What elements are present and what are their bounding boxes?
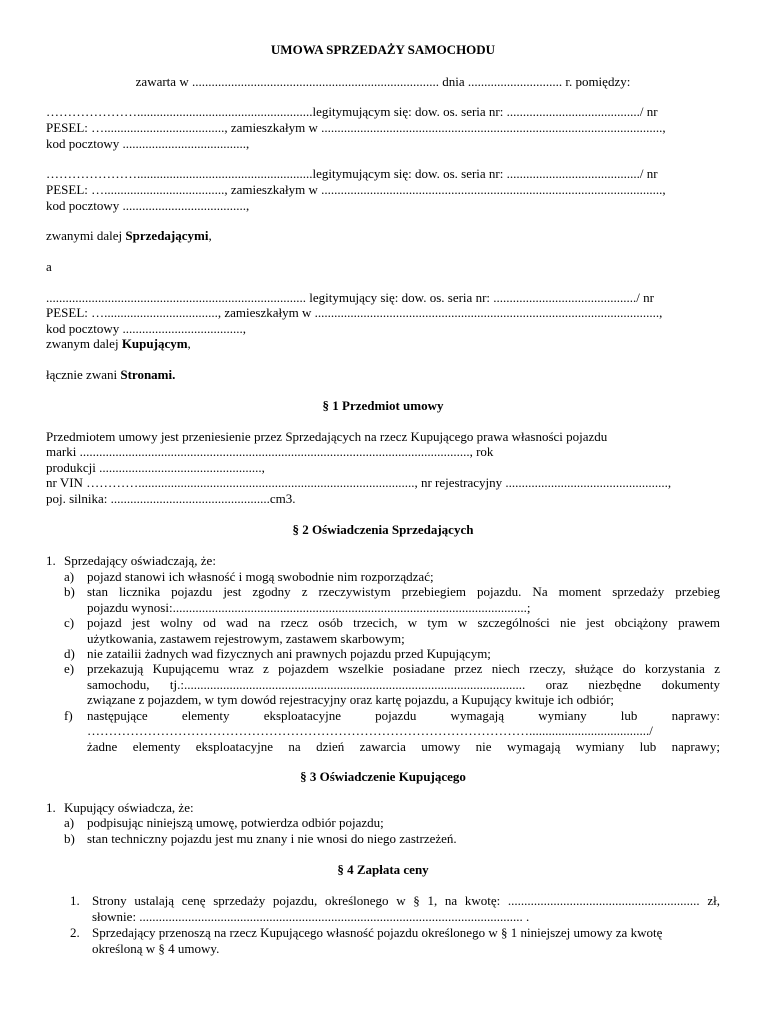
seller-1-line-2: PESEL: …....................................., zamieszkałym w ........................................................................................................., (46, 120, 666, 135)
section-2-item-text: Sprzedający oświadczają, że: (64, 553, 216, 568)
s3-point-b-text: stan techniczny pojazdu jest mu znany i nie wnosi do niego zastrzeżeń. (87, 831, 457, 846)
s2-point-b-line-1: stan licznika pojazdu jest zgodny z rzeczywistym przebiegiem pojazdu. Na moment sprzedaży przebieg (87, 584, 720, 599)
s4-item-1-number: 1. (70, 893, 80, 908)
section-1-line-5: poj. silnika: .................................................cm3. (46, 491, 296, 506)
buyer-named-bold: Kupującym (121, 336, 188, 351)
section-4-heading: § 4 Zapłata ceny (337, 862, 429, 877)
seller-1-line-1: …………………......................................................legitymującym się: dow. os. seria nr: ........................................./ nr (46, 104, 658, 119)
intro-line: zawarta w ............................................................................ dnia ............................. r. pomiędzy: (135, 74, 631, 89)
s4-item-2-number: 2. (70, 925, 80, 940)
buyer-line-2: PESEL: …..................................., zamieszkałym w .........................................................................................................., (46, 305, 663, 320)
s2-point-f-letter: f) (64, 708, 73, 723)
s3-point-b-letter: b) (64, 831, 75, 846)
s2-point-b-letter: b) (64, 584, 75, 599)
seller-2-line-2: PESEL: …....................................., zamieszkałym w ........................................................................................................., (46, 182, 666, 197)
parties-bold: Stronami. (120, 367, 176, 382)
s2-point-e-letter: e) (64, 661, 75, 676)
parties-line (46, 367, 720, 383)
parties-prefix: łącznie zwani (46, 367, 121, 382)
section-2-item-number: 1. (46, 553, 56, 568)
s2-point-c-line-1: pojazd jest wolny od wad na rzecz osób trzecich, w tym w szczególności nie jest obciążony prawem (87, 615, 720, 630)
s2-point-d-letter: d) (64, 646, 75, 661)
seller-2-line-1: …………………......................................................legitymującym się: dow. os. seria nr: ........................................./ nr (46, 166, 658, 181)
s2-point-c-line-2: użytkowania, zastawem rejestrowym, zastawem skarbowym; (87, 631, 405, 646)
s4-item-1-line-2: słownie: ...................................................................................................................... . (92, 909, 530, 924)
s4-item-2-line-2: określoną w § 4 umowy. (92, 941, 220, 956)
section-3-heading: § 3 Oświadczenie Kupującego (300, 769, 466, 784)
s2-point-a-letter: a) (64, 569, 75, 584)
s2-point-d-line-1: nie zatailii żadnych wad fizycznych ani prawnych pojazdu przed Kupującym; (87, 646, 491, 661)
s2-point-e-line-1: przekazują Kupującemu wraz z pojazdem wszelkie posiadane przez niech rzeczy, służące do korzystania z (87, 661, 720, 676)
seller-2-line-3: kod pocztowy ......................................, (46, 198, 250, 213)
section-1-line-4: nr VIN …………....................................................................................., nr rejestracyjny .................................................., (46, 475, 672, 490)
buyer-line-3: kod pocztowy ....................................., (46, 321, 247, 336)
section-1-heading: § 1 Przedmiot umowy (322, 398, 444, 413)
section-3-item-number: 1. (46, 800, 56, 815)
s2-point-e-line-2: samochodu, tj.:......................................................................................................... oraz niezbędne dokumenty (87, 677, 720, 692)
section-3-item-text: Kupujący oświadcza, że: (64, 800, 194, 815)
buyer-named-suffix: , (187, 336, 191, 351)
s3-point-a-text: podpisując niniejszą umowę, potwierdza odbiór pojazdu; (87, 815, 384, 830)
s2-point-f-line-3: żadne elementy eksploatacyjne na dzień zawarcia umowy nie wymagają wymiany lub naprawy; (87, 739, 720, 754)
section-2-heading: § 2 Oświadczenia Sprzedających (292, 522, 474, 537)
s2-point-b-line-2: pojazdu wynosi:.............................................................................................................; (87, 600, 531, 615)
buyer-line-1: ................................................................................ legitymujący się: dow. os. seria nr: ............................................/ nr (46, 290, 654, 305)
seller-1-line-3: kod pocztowy ......................................, (46, 136, 250, 151)
s2-point-c-letter: c) (64, 615, 75, 630)
buyer-named-line (46, 336, 720, 352)
section-1-line-1: Przedmiotem umowy jest przeniesienie przez Sprzedających na rzecz Kupującego prawa własności pojazdu (46, 429, 608, 444)
s2-point-f-line-2: …………………………………………………………………………………………...................................../ (87, 723, 653, 738)
section-1-line-3: produkcji .................................................., (46, 460, 265, 475)
document-title: UMOWA SPRZEDAŻY SAMOCHODU (270, 42, 496, 57)
sellers-named-prefix: zwanymi dalej (46, 228, 126, 243)
and-word: a (46, 259, 52, 274)
s3-point-a-letter: a) (64, 815, 75, 830)
s2-point-a-line-1: pojazd stanowi ich własność i mogą swobodnie nim rozporządzać; (87, 569, 434, 584)
sellers-named-suffix: , (208, 228, 212, 243)
s2-point-f-line-1: następujące elementy eksploatacyjne pojazdu wymagają wymiany lub naprawy: (87, 708, 720, 723)
s4-item-1-line-1: Strony ustalają cenę sprzedaży pojazdu, określonego w § 1, na kwotę: ........................................................... zł, (92, 893, 720, 908)
sellers-named-bold: Sprzedającymi (125, 228, 209, 243)
section-1-line-2: marki ........................................................................................................................, rok (46, 444, 494, 459)
buyer-named-prefix: zwanym dalej (46, 336, 122, 351)
sellers-named-line (46, 228, 720, 244)
s2-point-e-line-3: związane z pojazdem, w tym dowód rejestracyjny oraz kartę pojazdu, a Kupujący kwituje ich odbiór; (87, 692, 615, 707)
s4-item-2-line-1: Sprzedający przenoszą na rzecz Kupującego własność pojazdu określonego w § 1 niniejszej umowy za kwotę (92, 925, 663, 940)
